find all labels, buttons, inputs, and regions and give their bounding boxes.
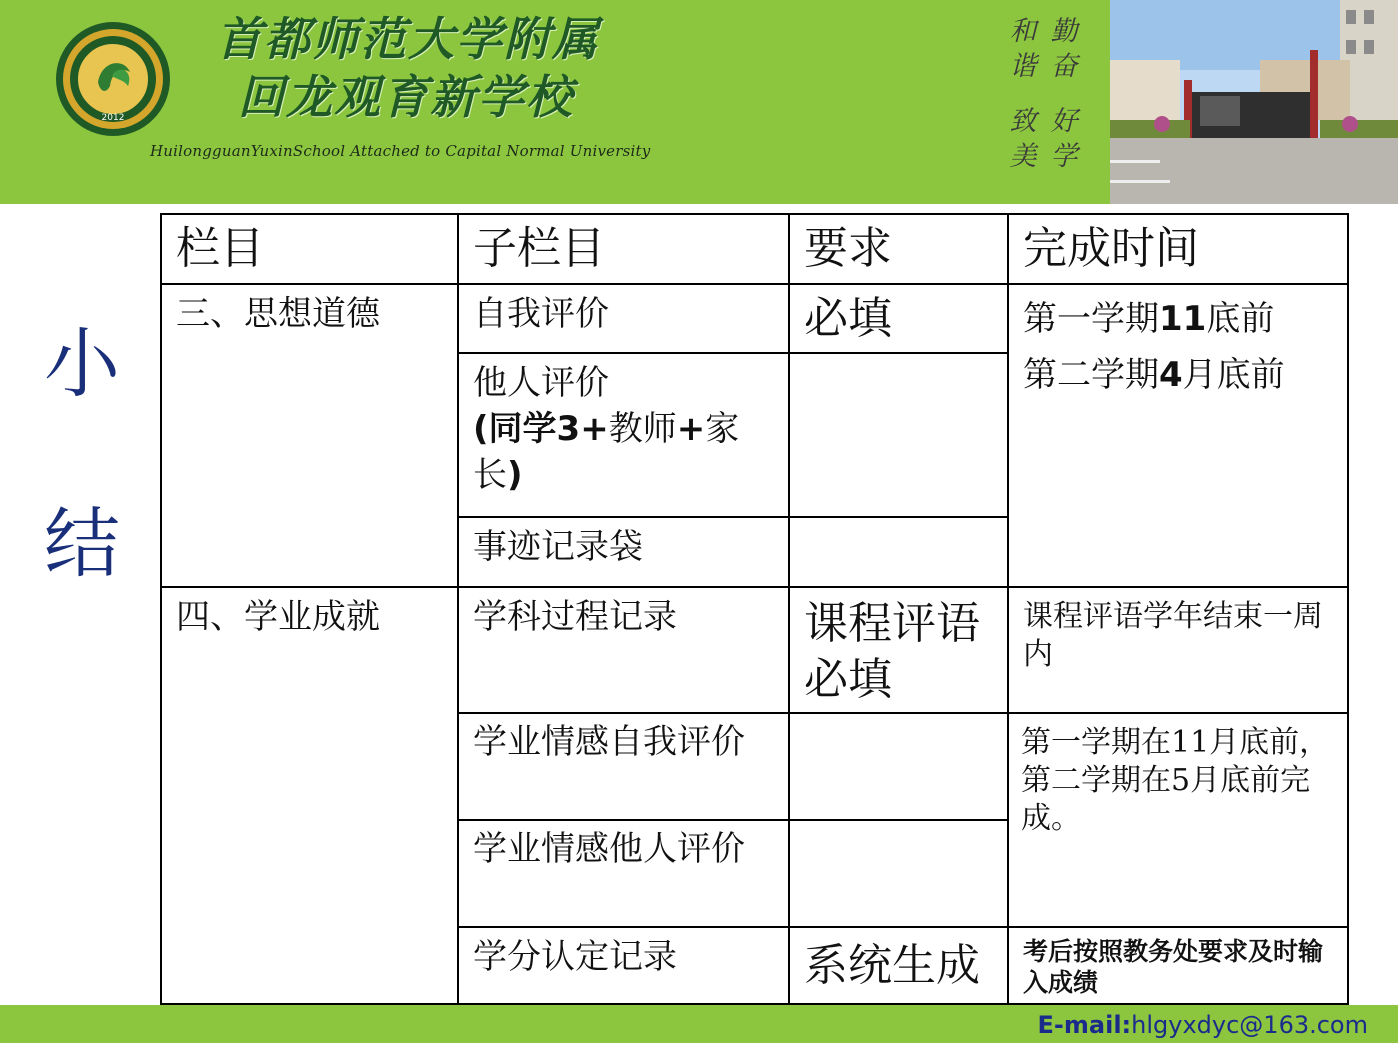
peer-eval-line3: 长) bbox=[473, 455, 523, 495]
requirement-course-comment: 课程评语必填 bbox=[790, 588, 1009, 714]
requirement-system-generated: 系统生成 bbox=[790, 928, 1009, 1003]
deadline-course-comment: 课程评语学年结束一周内 bbox=[1009, 588, 1347, 714]
motto-column-2: 和谐 bbox=[1009, 16, 1037, 82]
deadline-affect: 第一学期在11月底前，第二学期在5月底前完成。 bbox=[1009, 714, 1347, 928]
summary-table bbox=[160, 213, 1349, 1005]
school-logo bbox=[54, 20, 172, 138]
subcategory-peer-eval bbox=[459, 354, 790, 518]
school-name-english: HuilongguanYuxinSchool Attached to Capital Normal University bbox=[150, 142, 651, 160]
motto-column-4: 致美 bbox=[1009, 106, 1037, 172]
email-address: hlgyxdyc@163.com bbox=[1131, 1011, 1368, 1039]
header-cell-deadline: 完成时间 bbox=[1009, 215, 1347, 285]
requirement-empty-4 bbox=[790, 821, 1009, 928]
peer-eval-line2: (同学3+教师+家 bbox=[473, 409, 740, 449]
header-cell-requirement: 要求 bbox=[790, 215, 1009, 285]
category-moral: 三、思想道德 bbox=[162, 285, 459, 588]
deadline-term2: 第二学期4月底前 bbox=[1023, 355, 1285, 395]
motto-column-1: 勤奋 bbox=[1050, 16, 1078, 82]
deadline-moral bbox=[1009, 285, 1347, 588]
header-cell-category: 栏目 bbox=[162, 215, 459, 285]
footer-bar bbox=[0, 1005, 1398, 1043]
subcategory-self-eval: 自我评价 bbox=[459, 285, 790, 354]
peer-eval-line1: 他人评价 bbox=[473, 363, 609, 403]
motto-column-3: 好学 bbox=[1050, 106, 1078, 172]
subcategory-affect-self: 学业情感自我评价 bbox=[459, 714, 790, 821]
header-banner bbox=[0, 0, 1398, 204]
requirement-required: 必填 bbox=[790, 285, 1009, 354]
side-title-char-1: 小 bbox=[44, 319, 120, 408]
school-gate-photo bbox=[1110, 0, 1398, 204]
subcategory-affect-peer: 学业情感他人评价 bbox=[459, 821, 790, 928]
requirement-empty-1 bbox=[790, 354, 1009, 518]
contact-email bbox=[1038, 1011, 1368, 1039]
requirement-empty-2 bbox=[790, 518, 1009, 588]
email-label: E-mail: bbox=[1037, 1011, 1132, 1039]
side-title-char-2: 结 bbox=[44, 499, 120, 588]
svg-text:2012: 2012 bbox=[101, 113, 125, 123]
header-cell-subcategory: 子栏目 bbox=[459, 215, 790, 285]
subcategory-credit-record: 学分认定记录 bbox=[459, 928, 790, 1003]
side-title bbox=[36, 318, 128, 592]
school-name-chinese bbox=[216, 10, 600, 126]
deadline-term1: 第一学期11底前 bbox=[1023, 299, 1275, 339]
school-name-line1: 首都师范大学附属 bbox=[216, 12, 600, 66]
deadline-credit: 考后按照教务处要求及时输入成绩 bbox=[1023, 937, 1324, 997]
subcategory-subject-process: 学科过程记录 bbox=[459, 588, 790, 714]
category-academic: 四、学业成就 bbox=[162, 588, 459, 1003]
requirement-empty-3 bbox=[790, 714, 1009, 821]
school-name-line2: 回龙观育新学校 bbox=[238, 70, 574, 124]
subcategory-record-bag: 事迹记录袋 bbox=[459, 518, 790, 588]
